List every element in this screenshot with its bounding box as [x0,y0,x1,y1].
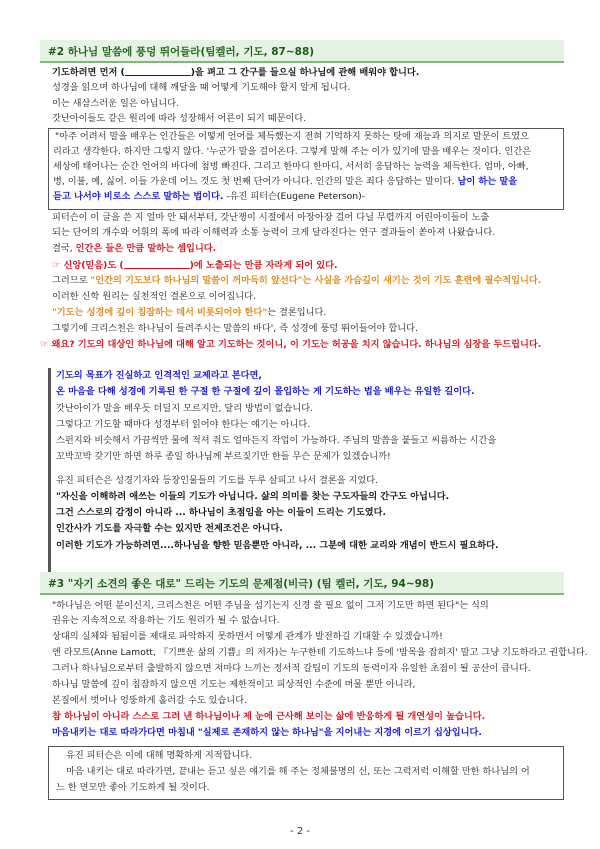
highlight-line: 마음내키는 대로 따라가다면 마침내 "실제로 존재하지 않는 하나님"을 지어내는 지경에 이르기 십상입니다. [52,727,482,738]
highlight-line: ☞ 신앙(믿음)도 ( )에 노출되는 만큼 자라게 되어 있다. [52,260,338,271]
paragraph: 꼬박꼬박 갖기만 하면 하루 종일 하나님께 부르짖기만 한들 무슨 문제가 있겠습니까! [56,451,391,462]
paragraph: 그러므로 "인간의 기도보다 하나님의 말씀이 꺼마득히 앞선다"는 사실을 가슴깊이 새기는 것이 기도 훈련에 필수적입니다. [52,275,542,286]
page-number: - 2 - [290,826,310,837]
quote-line: 세상에 태어나는 순간 언어의 바다에 첨벙 빠진다. 그리고 한마디 한마디, 서서히 응답하는 능력을 체득한다. 엄마, 아빠, [53,161,529,172]
paragraph: 온 마음을 다해 성경에 기록된 한 구절 한 구절에 깊이 몰입하는 게 기도하는 법을 배우는 유일한 길이다. [56,386,475,397]
intro-line: 기도하려면 먼저 ( )을 펴고 그 간구를 들으실 하나님에 관해 배워야 합니다. [52,67,420,78]
paragraph: 스펀지와 비슷해서 가끔씩만 물에 적셔 줘도 얼마든지 작업이 가능하다. 주님의 말씀을 붙들고 씨름하는 시간을 [56,435,497,446]
quote-line: "아주 어려서 말을 배우는 인간들은 어떻게 언어를 체득했는지 전혀 기억하지 못하는 탓에 재능과 의지로 말문이 트였으 [55,131,530,142]
pointing-hand-icon: ☞ [52,260,64,271]
paragraph: 앤 라모트(Anne Lamott, 『기쁘운 삶의 기쁨』의 저자)는 누구한테 기도하느냐 등에 '밤목을 잡히지' 말고 그냥 기도하라고 권합니다. [52,647,588,658]
paragraph: 유진 피터슨은 성경기자와 등장인물들의 기도를 두루 살피고 나서 결론을 지었다. [56,475,379,486]
paragraph: "자신을 이해하려 애쓰는 이들의 기도가 아닙니다. 삶의 의미를 찾는 구도자들의 간구도 아닙니다. [56,491,450,502]
pointing-hand-icon: ☞ [40,339,52,350]
quote-line: 느 한 면모만 좋아 기도하게 될 것이다. [56,782,210,793]
paragraph: 되는 단어의 개수와 어휘의 폭에 따라 이해력과 소통 능력이 크게 달라진다는 연구 결과들이 쏟아져 나왔습니다. [52,227,496,238]
quote-line: 듣고 나서야 비로소 스스로 말하는 법이다. -유진 피터슨(Eugene Peterson)- [53,191,366,202]
paragraph: 권유는 지속적으로 작용하는 기도 원리가 될 수 없습니다. [52,615,280,626]
section-title: #3 "자기 소견의 좋은 대로" 드리는 기도의 문제점(비극) (팀 켈러, 기도, 94~98) [48,578,435,590]
paragraph: 그러나 하나님으로부터 출발하지 않으면 저마다 느끼는 정서적 갈팁이 기도의 동력이자 유일한 초점이 될 공산이 큽니다. [52,663,531,674]
paragraph: "기도는 성경에 깊이 침잠하는 데서 비롯되어야 한다"는 결론입니다. [52,307,327,318]
section-header-1 [40,40,564,63]
paragraph: 그렇다고 기도할 때마다 성경부터 읽어야 한다는 얘기는 아니다. [56,419,311,430]
paragraph: 이러한 기도가 가능하려면....하나님을 향한 믿음뿐만 아니라, ... 그분에 대한 교리와 개념이 반드시 필요하다. [56,540,499,551]
paragraph: 결국, 인간은 들은 만큼 말하는 셈입니다. [52,243,217,254]
paragraph: 그건 스스로의 감정이 아니라 ... 하나님이 초점임을 아는 이들이 드리는 기도였다. [56,507,386,518]
quote-line: 유진 피터슨은 이에 대해 명확하게 지적합니다. [66,750,253,761]
paragraph: 인간사가 기도를 자극할 수는 있지만 전제조건은 아니다. [56,523,283,534]
paragraph: 피터슨이 이 글을 쓴 지 얼마 안 돼서부터, 갓난쟁이 시절에서 아장아장 걸어 다닐 무렵까지 어린아이들이 노출 [52,212,490,223]
quote-line: 마음 내키는 대로 따라가면, 끝내는 듣고 싶은 얘기를 해 주는 정체불명의 신, 또는 그럭저럭 이해할 만한 하나님의 어 [66,766,530,777]
paragraph: 갓난아이들도 같은 원리에 따라 성장해서 어른이 되기 때문이다. [52,113,307,124]
section-title: #2 하나님 말씀에 풍덩 뛰어들라(팀켈러, 기도, 87~88) [48,46,315,58]
fill-in-blank [124,259,190,269]
section-header-2 [40,572,564,595]
paragraph: 하나님 말씀에 깊이 침잠하지 않으면 기도는 제한적이고 피상적인 수준에 머물 뿐만 아니라, [52,679,416,690]
paragraph: 본질에서 벗어나 엉뚱하게 흘러갈 수도 있습니다. [52,695,248,706]
quote-line: 리라고 생각한다. 하지만 그렇지 않다. '누군가 말을 걸어온다. 그렇게 말해 주는 이가 있기에 말을 배우는 것이다. 인간은 [53,146,532,157]
highlight-line: 참 하나님이 아니라 스스로 그려 낸 하나님이나 제 눈에 근사해 보이는 삶에 반응하게 될 개연성이 높습니다. [52,711,486,722]
paragraph: 성경을 읽으며 하나님에 대해 깨달을 때 어떻게 기도해야 할지 알게 됩니다. [52,82,351,93]
fill-in-blank [125,66,191,76]
highlight-line: ☞ 왜요? 기도의 대상인 하나님에 대해 알고 기도하는 것이니, 이 기도는 허공을 치지 않습니다. 하나님의 심장을 두드립니다. [40,339,542,350]
paragraph: 그렇기에 크리스천은 하나님이 들려주시는 말씀의 바다', 즉 성경에 풍덩 뛰어들어야 합니다. [52,323,418,334]
paragraph: "하나님은 어떤 분이신지, 크리스천은 어떤 주님을 섬기는지 신경 쓸 필요 없이 그저 기도만 하면 된다"는 식의 [52,600,489,611]
paragraph: 상대의 실체와 됨됨이를 제대로 파악하지 못하면서 어떻게 관계가 발전하길 기대할 수 있겠습니까! [52,631,443,642]
quote-bar [48,368,51,594]
quote-line: 병, 이불, 예, 싫어. 이들 가운데 어느 것도 첫 번째 단어가 아니다. 인간의 말은 죄다 응답하는 말이다. 남이 하는 말을 [53,176,518,187]
paragraph: 이러한 신학 원리는 실천적인 결론으로 이어집니다. [52,291,256,302]
paragraph: 이는 새삼스러운 일은 아닙니다. [52,98,180,109]
paragraph: 기도의 목표가 진실하고 인격적인 교제라고 본다면, [56,370,262,381]
paragraph: 갓난아이가 말을 배우듯 더딜지 모르지만, 달리 방법이 없습니다. [56,403,314,414]
